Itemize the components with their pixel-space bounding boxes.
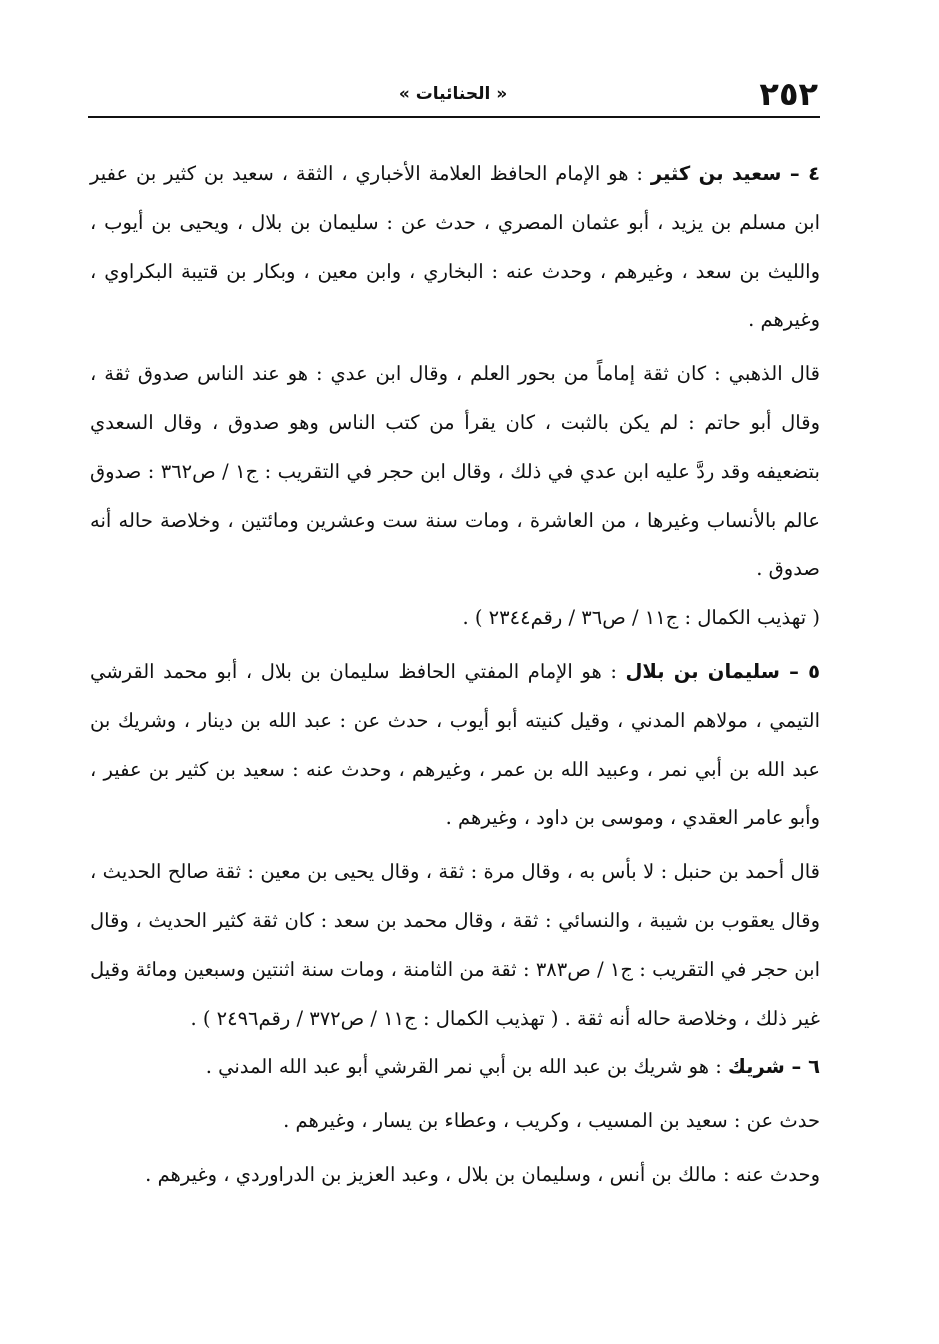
entry-heading: ٥ – سليمان بن بلال [625, 659, 820, 683]
paragraph-narrated-from: حدث عن : سعيد بن المسيب ، وكريب ، وعطاء بن يسار ، وغيرهم . [283, 1109, 820, 1133]
entry-heading: ٦ – شريك [727, 1055, 820, 1079]
entry-text: : هو الإمام الحافظ العلامة الأخباري ، الثقة ، سعيد بن كثير بن عفير ابن مسلم بن يزيد ، أبو عثمان المصري ، حدث عن : سليمان بن بلال ، ويحيى بن أيوب ، والليث بن سعد ، وغيرهم ، وحدث عنه : البخاري ، وابن معين ، وبكار بن قتيبة البكراوي ، وغيرهم . [90, 162, 820, 332]
running-title: « الحنائيات » [398, 84, 508, 104]
entry-text: : هو الإمام المفتي الحافظ سليمان بن بلال ، أبو محمد القرشي التيمي ، مولاهم المدني ، وقيل كنيته أبو أيوب ، حدث عن : عبد الله بن دينار ، وشريك بن عبد الله بن أبي نمر ، وعبيد الله بن عمر ، وغيرهم ، وحدث عنه : سعيد بن كثير بن عفير ، وأبو عامر العقدي ، وموسى بن داود ، وغيرهم . [90, 659, 820, 830]
header-rule [88, 116, 820, 118]
entry-text: : هو شريك بن عبد الله بن أبي نمر القرشي أبو عبد الله المدني . [205, 1055, 728, 1079]
page-header [88, 76, 818, 112]
entry-heading: ٤ – سعيد بن كثير [650, 162, 820, 185]
entry-sulayman-ibn-bilal [90, 648, 820, 843]
entry-sharik [90, 1043, 820, 1092]
paragraph-verdicts-said: قال الذهبي : كان ثقة إماماً من بحور العلم ، وقال ابن عدي : هو عند الناس صدوق ثقة ، وقال أبو حاتم : لم يكن بالثبت ، كان يقرأ من كتب الناس وهو صدوق ، وقال السعدي بتضعيفه وقد ردَّ عليه ابن عدي في ذلك ، وقال ابن حجر في التقريب : ج١ / ص٣٦٢ : صدوق عالم بالأنساب وغيرها ، من العاشرة ، ومات سنة ست وعشرين ومائتين ، وخلاصة حاله أنه صدوق . [90, 362, 820, 581]
citation-said: ( تهذيب الكمال : ج١١ / ص٣٦ / رقم٢٣٤٤ ) . [462, 606, 820, 630]
entry-said-ibn-kathir [90, 150, 820, 345]
paragraph-narrated-by: وحدث عنه : مالك بن أنس ، وسليمان بن بلال ، وعبد العزيز بن الدراوردي ، وغيرهم . [145, 1162, 820, 1186]
page-number: ٢٥٢ [759, 75, 818, 113]
paragraph-verdicts-sulayman: قال أحمد بن حنبل : لا بأس به ، وقال مرة : ثقة ، وقال يحيى بن معين : ثقة صالح الحديث ، وقال يعقوب بن شيبة ، والنسائي : ثقة ، وقال محمد بن سعد : كان ثقة كثير الحديث ، وقال ابن حجر في التقريب : ج١ / ص٣٨٣ : ثقة من الثامنة ، ومات سنة اثنتين وسبعين ومائة وقيل غير ذلك ، وخلاصة حاله أنه ثقة . ( تهذيب الكمال : ج١١ / ص٣٧٢ / رقم٢٤٩٦ ) . [90, 860, 820, 1030]
page-body [90, 150, 820, 1205]
